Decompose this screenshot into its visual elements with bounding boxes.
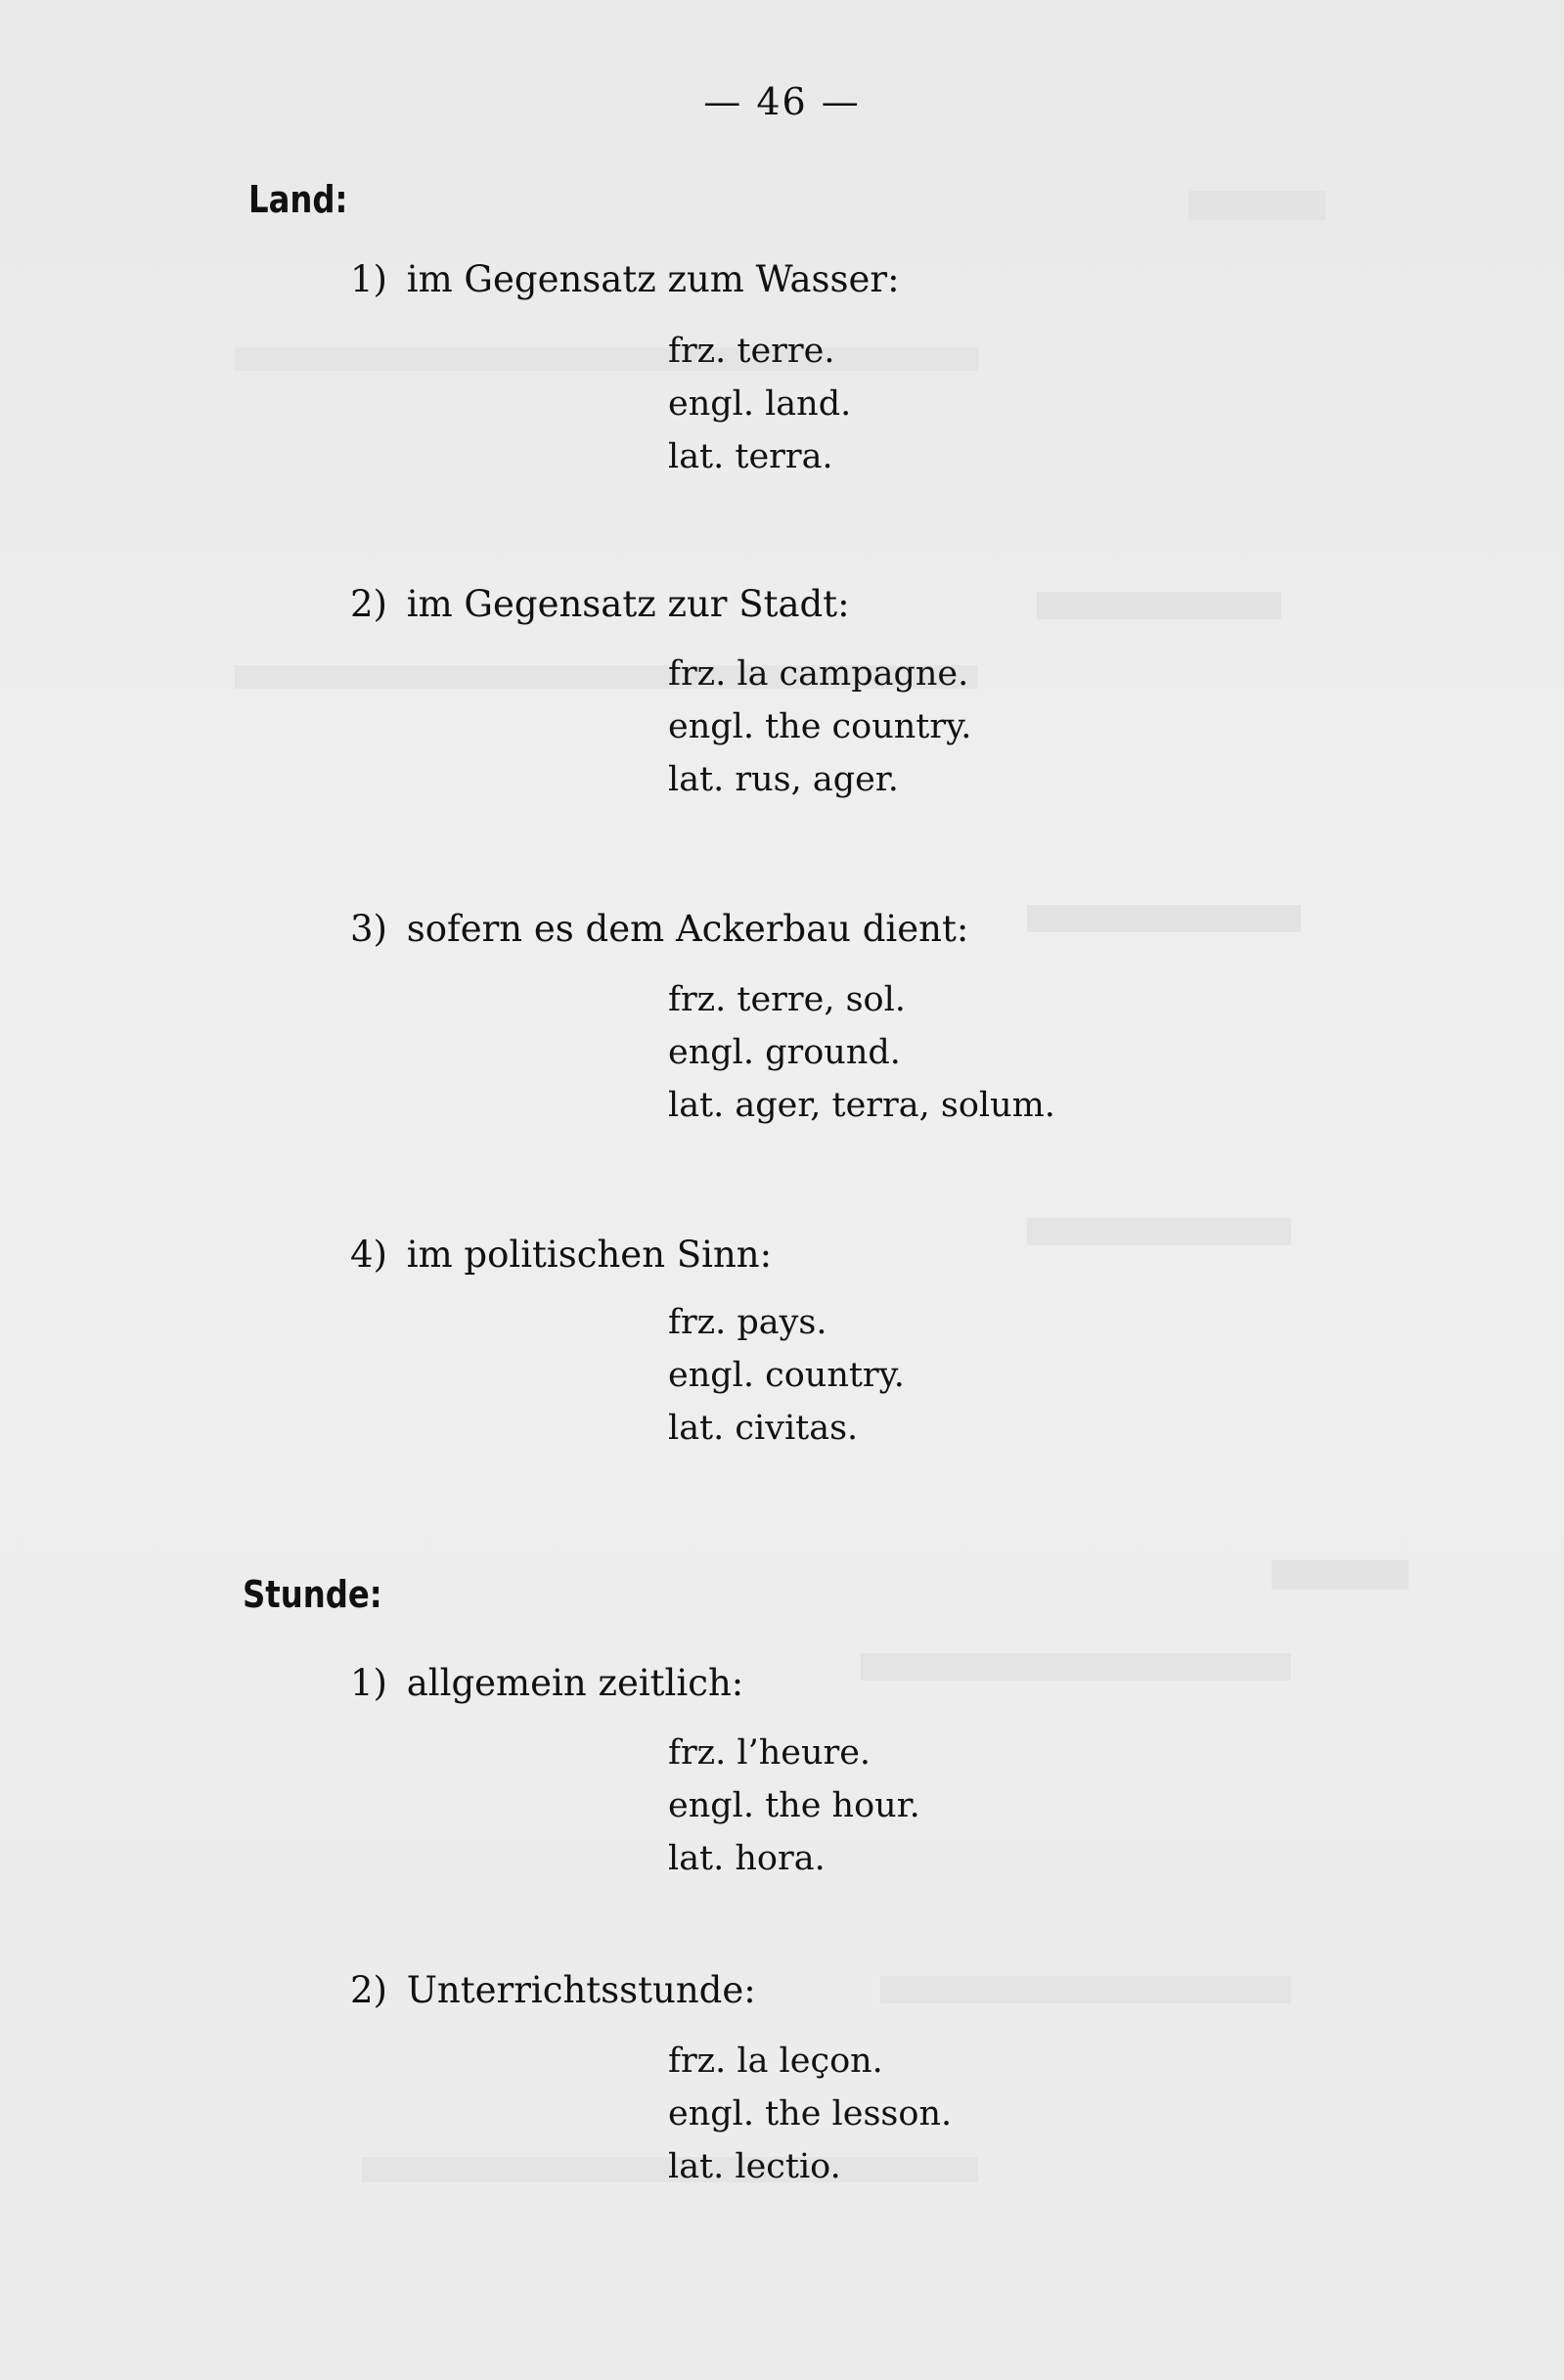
translation-block: [668, 325, 851, 483]
show-through-artifact: [861, 1653, 1291, 1681]
sense-description: im Gegensatz zum Wasser:: [406, 258, 900, 300]
translation-english: engl. land.: [668, 384, 852, 424]
translation-french: frz. pays.: [668, 1303, 827, 1342]
translation-english: engl. the lesson.: [668, 2094, 953, 2133]
show-through-artifact: [235, 347, 978, 371]
translation-latin: lat. rus, ager.: [668, 760, 899, 799]
translation-english: engl. the country.: [668, 707, 972, 746]
translation-block: [668, 1296, 905, 1455]
sense-description: im politischen Sinn:: [406, 1234, 773, 1276]
sense-number: 1): [350, 258, 387, 300]
sense-description: im Gegensatz zur Stadt:: [406, 583, 850, 625]
show-through-artifact: [1027, 905, 1301, 932]
translation-latin: lat. civitas.: [668, 1409, 859, 1448]
translation-latin: lat. hora.: [668, 1839, 826, 1878]
translation-french: frz. l’heure.: [668, 1733, 871, 1773]
sense-label: [350, 258, 900, 300]
sense-label: [350, 1969, 756, 2011]
show-through-artifact: [1027, 1218, 1291, 1245]
translation-french: frz. la leçon.: [668, 2042, 883, 2081]
show-through-artifact: [1188, 191, 1325, 220]
show-through-artifact: [880, 1976, 1291, 2003]
translation-english: engl. the hour.: [668, 1786, 920, 1825]
sense-label: [350, 583, 850, 625]
sense-label: [350, 908, 968, 950]
show-through-artifact: [1272, 1560, 1408, 1590]
headword-stunde: Stunde:: [243, 1573, 382, 1616]
translation-french: frz. terre.: [668, 332, 835, 371]
sense-number: 2): [350, 583, 387, 625]
translation-french: frz. terre, sol.: [668, 980, 906, 1019]
sense-number: 3): [350, 908, 387, 950]
sense-number: 4): [350, 1234, 387, 1276]
translation-latin: lat. terra.: [668, 437, 833, 476]
translation-french: frz. la campagne.: [668, 654, 969, 694]
translation-english: engl. ground.: [668, 1033, 901, 1072]
translation-latin: lat. lectio.: [668, 2147, 841, 2186]
sense-description: sofern es dem Ackerbau dient:: [406, 908, 969, 950]
sense-description: Unterrichtsstunde:: [406, 1969, 756, 2011]
translation-block: [668, 648, 971, 806]
translation-block: [668, 1727, 920, 1885]
translation-english: engl. country.: [668, 1356, 905, 1395]
translation-block: [668, 2035, 952, 2193]
page-number: — 46 —: [703, 80, 861, 123]
sense-number: 2): [350, 1969, 387, 2011]
show-through-artifact: [1037, 592, 1281, 619]
translation-latin: lat. ager, terra, solum.: [668, 1086, 1055, 1125]
sense-label: [350, 1234, 772, 1276]
sense-description: allgemein zeitlich:: [406, 1662, 744, 1704]
sense-number: 1): [350, 1662, 387, 1704]
sense-label: [350, 1662, 743, 1704]
translation-block: [668, 973, 1055, 1132]
headword-land: Land:: [248, 178, 348, 221]
